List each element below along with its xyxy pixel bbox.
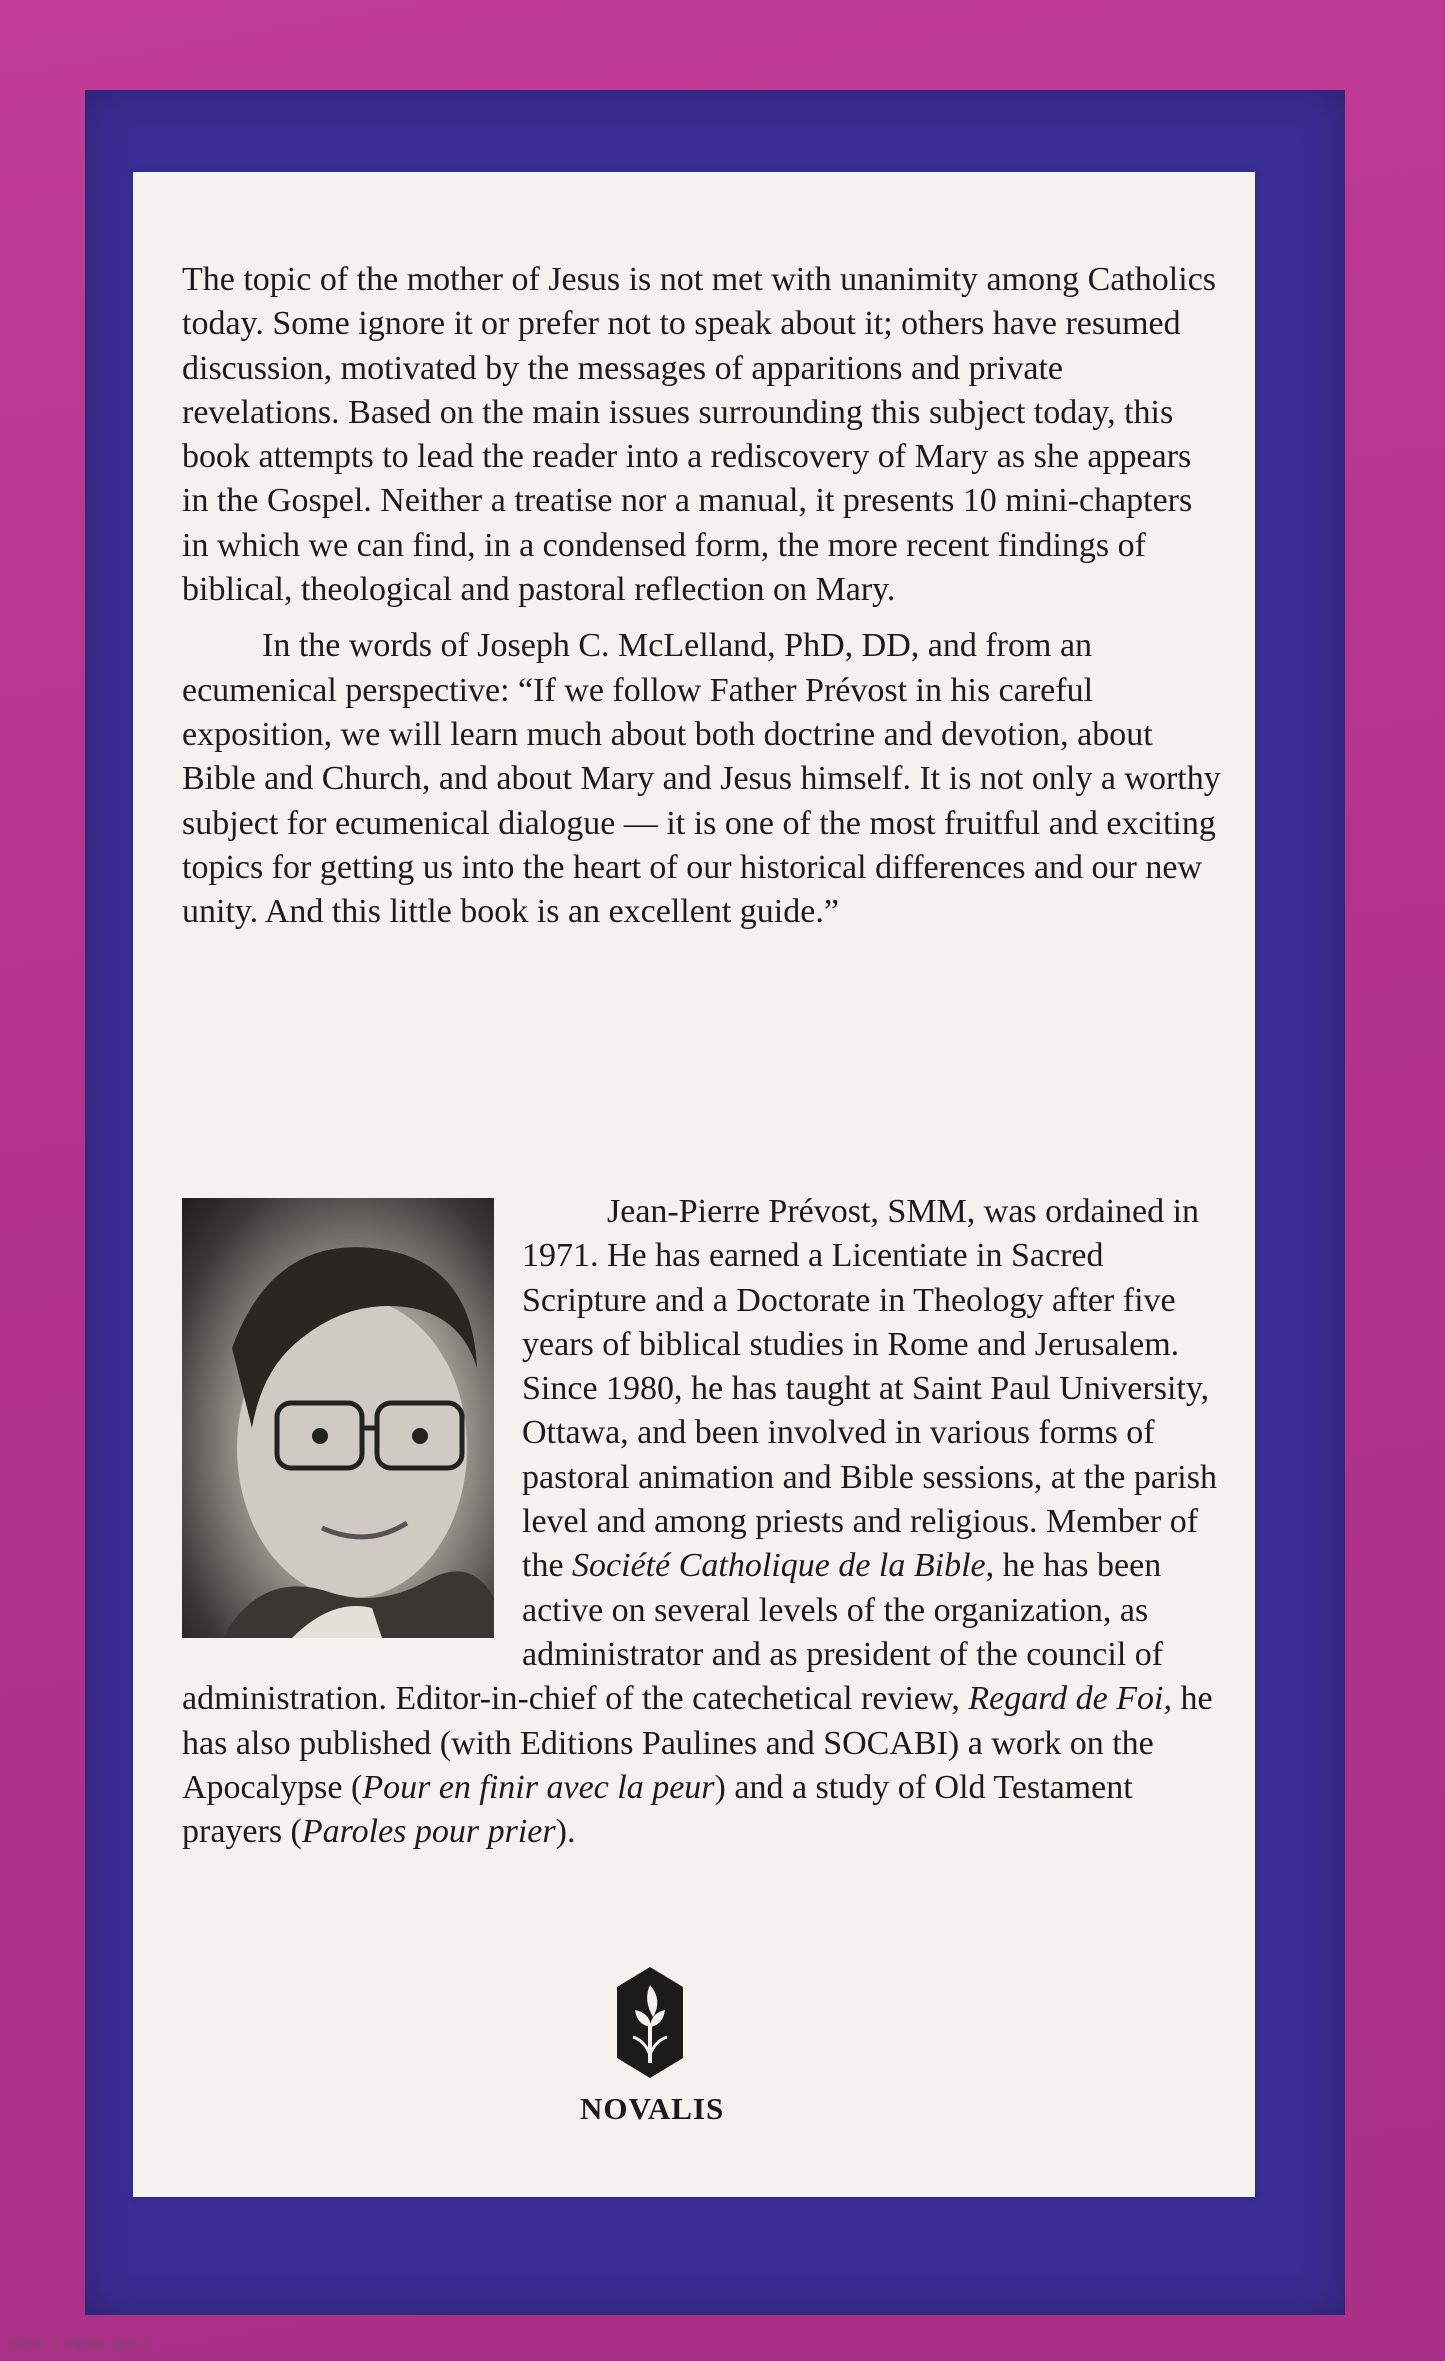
bio-text-2: , he has been active on several levels of the organization, as administrator and as president of the council of administration. Editor-in-chief of the catechetical review, <box>182 1547 1164 1718</box>
review-title: Regard de Foi, <box>968 1680 1172 1718</box>
bio-text-3: he has also published (with Editions Paulines and SOCABI) a work on the Apocalypse ( <box>182 1680 1213 1806</box>
author-photo <box>182 1198 494 1638</box>
bio-text-4: ) and a study of Old Testament prayers ( <box>182 1768 1133 1851</box>
bio-text-1: Jean-Pierre Prévost, SMM, was ordained in 1971. He has earned a Licentiate in Sacred Scripture and a Doctorate in Theology after five years of biblical studies in Rome and Jerusalem. Since 1980, he has taught at Saint Paul University, Ottawa, and been involved in various forms of pastoral animation and Bible sessions, at the parish level and among priests and religious. Member of the <box>522 1193 1217 1585</box>
blurb <box>182 258 1222 934</box>
prayers-title: Paroles pour prier <box>301 1813 556 1851</box>
publisher-name: NOVALIS <box>580 2091 725 2126</box>
isbn: ISBN: 2-89088-365-5 <box>8 2336 150 2352</box>
society-name: Société Catholique de la Bible <box>572 1547 986 1585</box>
bio-text-5: ). <box>555 1813 576 1851</box>
blurb-paragraph-2: In the words of Joseph C. McLelland, PhD, DD, and from an ecumenical perspective: “If we follow Father Prévost in his careful exposition, we will learn much about both doctrine and devotion, about Bible and Church, and about Mary and Jesus himself. It is not only a worthy subject for ecumenical dialogue — it is one of the most fruitful and exciting topics for getting us into the heart of our historical differences and our new unity. And this little book is an excellent guide.” <box>182 627 1221 931</box>
blurb-paragraph-1: The topic of the mother of Jesus is not met with unanimity among Catholics today. Some ignore it or prefer not to speak about it; others have resumed discussion, motivated by the messages of apparitions and private revelations. Based on the main issues surrounding this subject today, this book attempts to lead the reader into a rediscovery of Mary as she appears in the Gospel. Neither a treatise nor a manual, it presents 10 mini-chapters in which we can find, in a condensed form, the more recent findings of biblical, theological and pastoral reflection on Mary. <box>182 261 1217 609</box>
author-portrait-icon <box>182 1198 494 1638</box>
publisher-logo <box>580 1965 725 2127</box>
author-bio <box>182 1190 1222 1854</box>
apocalypse-title: Pour en finir avec la peur <box>362 1768 715 1806</box>
novalis-flower-icon <box>615 1965 685 2080</box>
